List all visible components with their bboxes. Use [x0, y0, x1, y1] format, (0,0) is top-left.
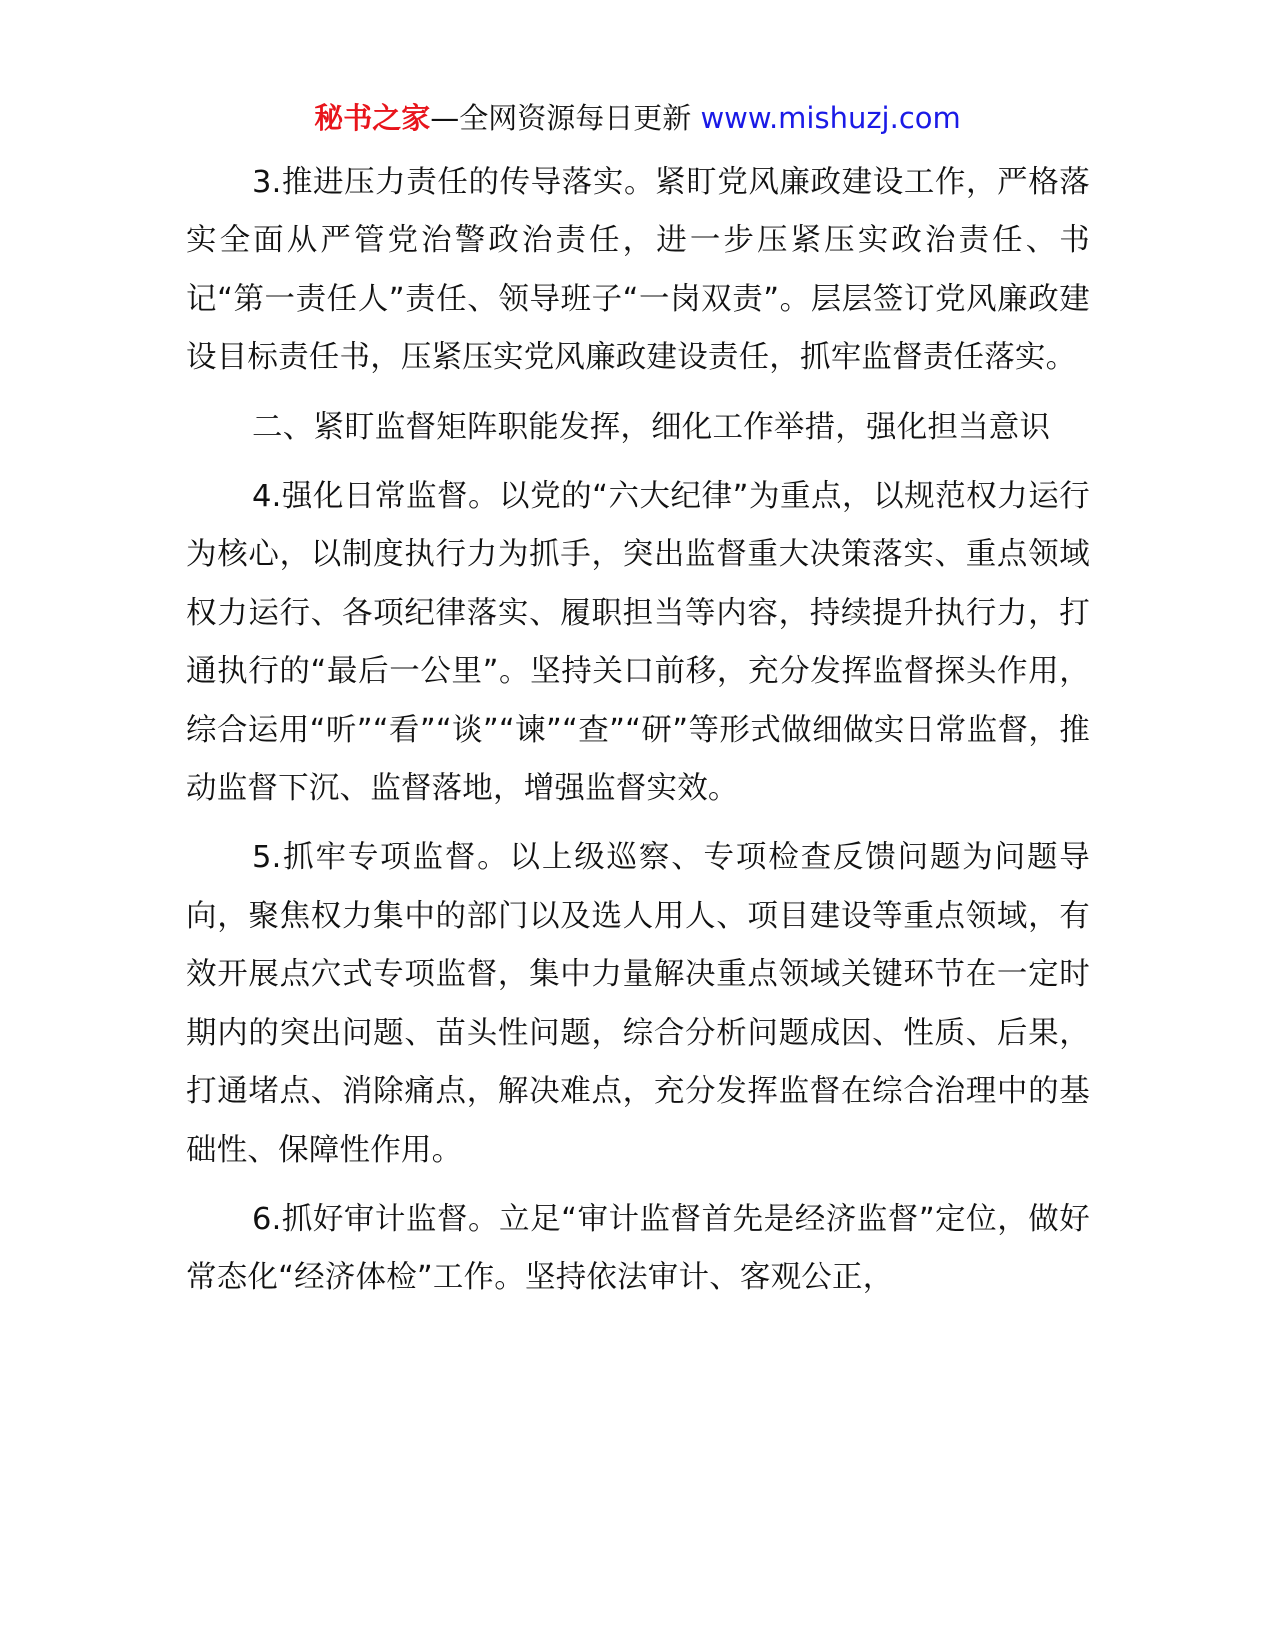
site-link[interactable]: www.mishuzj.com [700, 101, 961, 135]
paragraph-3: 3.推进压力责任的传导落实。紧盯党风廉政建设工作，严格落实全面从严管党治警政治责任，进一步压紧压实政治责任、书记“第一责任人”责任、领导班子“一岗双责”。层层签订党风廉政建设目标责任书，压紧压实党风廉政建设责任，抓牢监督责任落实。 [186, 165, 1090, 376]
paragraph-gap [186, 457, 1090, 468]
paragraph-5: 5.抓牢专项监督。以上级巡察、专项检查反馈问题为问题导向，聚焦权力集中的部门以及选人用人、项目建设等重点领域，有效开展点穴式专项监督，集中力量解决重点领域关键环节在一定时期内的突出问题、苗头性问题，综合分析问题成因、性质、后果，打通堵点、消除痛点，解决难点，充分发挥监督在综合治理中的基础性、保障性作用。 [186, 840, 1090, 1168]
paragraph-4: 4.强化日常监督。以党的“六大纪律”为重点，以规范权力运行为核心，以制度执行力为抓手，突出监督重大决策落实、重点领域权力运行、各项纪律落实、履职担当等内容，持续提升执行力，打通执行的“最后一公里”。坚持关口前移，充分发挥监督探头作用，综合运用“听”“看”“谈”“谏”“查”“研”等形式做细做实日常监督，推动监督下沉、监督落地，增强监督实效。 [186, 479, 1090, 807]
header-tagline: —全网资源每日更新 [430, 101, 692, 135]
section-heading-2: 二、紧盯监督矩阵职能发挥，细化工作举措，强化担当意识 [252, 409, 1051, 445]
document-body [186, 154, 1090, 1308]
paragraph-gap [186, 1180, 1090, 1191]
page-header [0, 98, 1275, 138]
brand-name: 秘书之家 [314, 101, 431, 135]
paragraph-6: 6.抓好审计监督。立足“审计监督首先是经济监督”定位，做好常态化“经济体检”工作。坚持依法审计、客观公正， [186, 1201, 1090, 1296]
paragraph-gap [186, 818, 1090, 829]
paragraph-gap [186, 388, 1090, 399]
